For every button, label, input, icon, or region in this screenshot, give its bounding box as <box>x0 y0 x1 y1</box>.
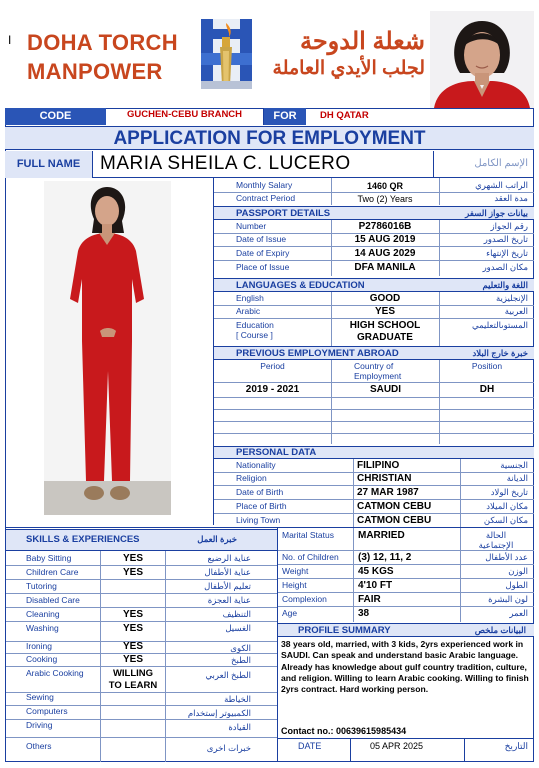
full-name-label: FULL NAME <box>5 151 93 178</box>
passport-title: PASSPORT DETAILS <box>236 208 331 219</box>
skill-children-care-label: Children Care <box>26 567 79 577</box>
company-name-ar <box>260 27 425 81</box>
form-title: APPLICATION FOR EMPLOYMENT <box>5 126 534 150</box>
children-label: No. of Children <box>282 552 339 562</box>
skill-baby-sitting-label-ar: عناية الرضيع <box>207 553 251 563</box>
complexion-value: FAIR <box>358 594 381 605</box>
education-value: HIGH SCHOOL GRADUATE <box>349 320 421 343</box>
applicant-portrait-photo <box>430 11 534 108</box>
nationality-label-ar: الجنسية <box>500 460 528 470</box>
code-value: GUCHEN-CEBU BRANCH <box>106 108 264 125</box>
skills-title-ar: خبرة العمل <box>197 534 237 544</box>
code-bar <box>5 108 534 125</box>
pob-label: Place of Birth <box>236 501 287 511</box>
living-town-label: Living Town <box>236 515 281 525</box>
passport-expiry-value: 14 AUG 2029 <box>354 248 416 259</box>
skill-baby-sitting-value: YES <box>122 553 143 564</box>
company-line-2: MANPOWER <box>27 59 163 84</box>
contact-row <box>281 726 406 736</box>
passport-place-label-ar: مكان الصدور <box>482 262 528 272</box>
code-label: CODE <box>39 110 72 122</box>
height-value: 4'10 FT <box>358 580 393 591</box>
english-label: English <box>236 293 264 303</box>
skill-others-label-ar: خبرات اخرى <box>206 743 251 753</box>
religion-value: CHRISTIAN <box>357 473 412 484</box>
monthly-salary-label-ar: الراتب الشهري <box>475 180 528 190</box>
arabic-value: YES <box>374 306 395 317</box>
employment-header-period: Period <box>260 361 285 371</box>
full-name-row <box>5 151 534 178</box>
monthly-salary-value: 1460 QR <box>366 181 404 191</box>
religion-label-ar: الديانة <box>506 473 528 483</box>
skill-cleaning-label-ar: التنظيف <box>222 609 251 619</box>
skill-others-label: Others <box>26 741 52 751</box>
date-label-ar: التاريخ <box>504 741 528 751</box>
skill-cleaning-value: YES <box>122 609 143 620</box>
skill-sewing-label: Sewing <box>26 692 54 702</box>
languages-title-ar: اللغة والتعليم <box>482 280 528 290</box>
employment-title-ar: خبرة خارج البلاد <box>472 348 528 358</box>
skills-table <box>6 551 277 762</box>
dob-value: 27 MAR 1987 <box>357 487 419 498</box>
arabic-label: Arabic <box>236 306 261 316</box>
children-label-ar: عدد الأطفال <box>485 552 528 562</box>
education-label-ar: المستوىالتعليمي <box>472 320 528 330</box>
passport-issue-value: 15 AUG 2019 <box>354 234 416 245</box>
skill-cleaning-label: Cleaning <box>26 609 60 619</box>
skill-tutoring-label-ar: تعليم الأطفال <box>204 581 251 591</box>
personal-section-header <box>214 446 534 459</box>
contract-period-value: Two (2) Years <box>357 194 413 204</box>
marital-status-value: MARRIED <box>358 530 405 541</box>
company-name-en <box>27 28 178 86</box>
passport-section-header <box>214 206 534 220</box>
personal-title: PERSONAL DATA <box>236 447 317 458</box>
nationality-value: FILIPINO <box>357 460 400 471</box>
skill-cooking-value: YES <box>122 654 143 665</box>
page-marker: I <box>8 33 12 47</box>
skill-arabic-cooking-label: Arabic Cooking <box>26 668 84 678</box>
employment-row-position: DH <box>479 384 495 395</box>
skill-disabled-care-label-ar: عناية العجزة <box>207 595 251 605</box>
passport-issue-label-ar: تاريخ الصدور <box>483 234 528 244</box>
skill-computers-label: Computers <box>26 706 68 716</box>
contract-period-label-ar: مدة العقد <box>494 193 528 203</box>
torch-logo <box>201 19 252 89</box>
age-label: Age <box>282 608 298 618</box>
monthly-salary-label: Monthly Salary <box>236 180 293 190</box>
skill-cooking-label: Cooking <box>26 654 58 664</box>
passport-number-label: Number <box>236 221 267 231</box>
age-value: 38 <box>358 608 370 619</box>
weight-value: 45 KGS <box>358 566 394 577</box>
skills-title: SKILLS & EXPERIENCES <box>26 534 140 545</box>
skill-driving-label-ar: القيادة <box>228 722 251 732</box>
education-label: Education [ Course ] <box>236 320 274 340</box>
height-label: Height <box>282 580 307 590</box>
skill-arabic-cooking-label-ar: الطبخ العربي <box>205 670 251 680</box>
skill-driving-label: Driving <box>26 720 53 730</box>
date-row <box>278 738 534 762</box>
skill-disabled-care-label: Disabled Care <box>26 595 80 605</box>
english-value: GOOD <box>369 293 401 304</box>
skill-sewing-label-ar: الخياطة <box>224 694 251 704</box>
marital-status-label: Marital Status <box>282 530 334 540</box>
weight-label-ar: الوزن <box>508 566 528 576</box>
passport-expiry-label-ar: تاريخ الإنتهاء <box>486 248 528 258</box>
skill-ironing-label-ar: الكوى <box>230 643 251 653</box>
passport-place-label: Place of Issue <box>236 262 290 272</box>
dob-label-ar: تاريخ الولاد <box>490 487 528 497</box>
dob-label: Date of Birth <box>236 487 284 497</box>
skill-cooking-label-ar: الطبخ <box>231 655 251 665</box>
code-label-cell <box>5 108 106 125</box>
contract-period-label: Contract Period <box>236 193 296 203</box>
profile-title-ar: البيانات ملخص <box>474 625 526 635</box>
contact-label: Contact no.: <box>281 726 334 736</box>
passport-number-value: P2786016B <box>358 221 412 232</box>
skill-computers-label-ar: الكمبيوتر إستخدام <box>187 708 251 718</box>
contact-number: 00639615985434 <box>336 726 407 736</box>
full-name-value: MARIA SHEILA C. LUCERO <box>100 153 351 174</box>
skill-ironing-value: YES <box>122 641 143 652</box>
company-ar-line-2: لجلب الأيدي العاملة <box>272 58 425 79</box>
skill-washing-value: YES <box>122 623 143 634</box>
full-name-label-ar: الإسم الكامل <box>433 151 534 178</box>
passport-issue-label: Date of Issue <box>236 234 287 244</box>
weight-label: Weight <box>282 566 309 576</box>
age-label-ar: العمر <box>509 608 528 618</box>
passport-title-ar: بيانات جواز السفر <box>465 208 528 218</box>
employment-title: PREVIOUS EMPLOYMENT ABROAD <box>236 348 399 359</box>
living-town-value: CATMON CEBU <box>357 515 432 526</box>
religion-label: Religion <box>236 473 267 483</box>
profile-summary-text: 38 years old, married, with 3 kids, 2yrs experienced work in SAUDI. Can speak and understand basic Arabic language. Already has knowledge about gulf country tradition, culture, and religion. Willing to learn Arabic cooking. Willing to finish 2yrs contract. Hard working person. <box>281 639 529 695</box>
skill-tutoring-label: Tutoring <box>26 581 57 591</box>
employment-row-period: 2019 - 2021 <box>245 384 300 395</box>
skill-children-care-label-ar: عناية الأطفال <box>204 567 251 577</box>
complexion-label: Complexion <box>282 594 327 604</box>
company-ar-line-1: شعلة الدوحة <box>299 28 425 55</box>
applicant-full-body-photo <box>44 181 171 515</box>
company-line-1: DOHA TORCH <box>27 30 178 55</box>
skill-washing-label-ar: الغسيل <box>225 623 251 633</box>
height-label-ar: الطول <box>505 580 528 590</box>
passport-number-label-ar: رقم الجواز <box>490 221 528 231</box>
passport-expiry-label: Date of Expiry <box>236 248 290 258</box>
marital-status-label-ar: الحالة الإجتماعية <box>478 530 514 550</box>
nationality-label: Nationality <box>236 460 276 470</box>
employment-header-position: Position <box>471 361 503 371</box>
employment-section-header <box>214 346 534 360</box>
languages-section-header <box>214 278 534 292</box>
profile-title: PROFILE SUMMARY <box>298 625 391 636</box>
living-town-label-ar: مكان السكن <box>483 515 528 525</box>
for-label-cell <box>264 108 306 125</box>
children-value: (3) 12, 11, 2 <box>358 552 412 563</box>
skill-ironing-label: Ironing <box>26 641 52 651</box>
personal-rows <box>214 459 534 527</box>
english-label-ar: الإنجليزية <box>495 293 528 303</box>
pob-value: CATMON CEBU <box>357 501 432 512</box>
profile-section-header <box>278 623 534 637</box>
complexion-label-ar: لون البشرة <box>488 594 528 604</box>
date-value: 05 APR 2025 <box>370 741 424 751</box>
arabic-label-ar: العربية <box>504 306 528 316</box>
employment-table <box>214 360 534 444</box>
skills-section-header <box>6 529 277 551</box>
date-label: DATE <box>298 741 322 751</box>
skill-children-care-value: YES <box>122 567 143 578</box>
skill-washing-label: Washing <box>26 623 59 633</box>
skill-baby-sitting-label: Baby Sitting <box>26 553 72 563</box>
personal-rows-2 <box>278 528 534 623</box>
for-label: FOR <box>273 110 297 122</box>
skill-arabic-cooking-value: WILLING TO LEARN <box>108 668 158 691</box>
employment-row-country: SAUDI <box>369 384 402 395</box>
for-value: DH QATAR <box>320 110 369 121</box>
employment-header-country: Country of Employment <box>354 361 402 381</box>
languages-title: LANGUAGES & EDUCATION <box>236 280 365 291</box>
passport-place-value: DFA MANILA <box>354 262 416 273</box>
pob-label-ar: مكان الميلاد <box>486 501 528 511</box>
